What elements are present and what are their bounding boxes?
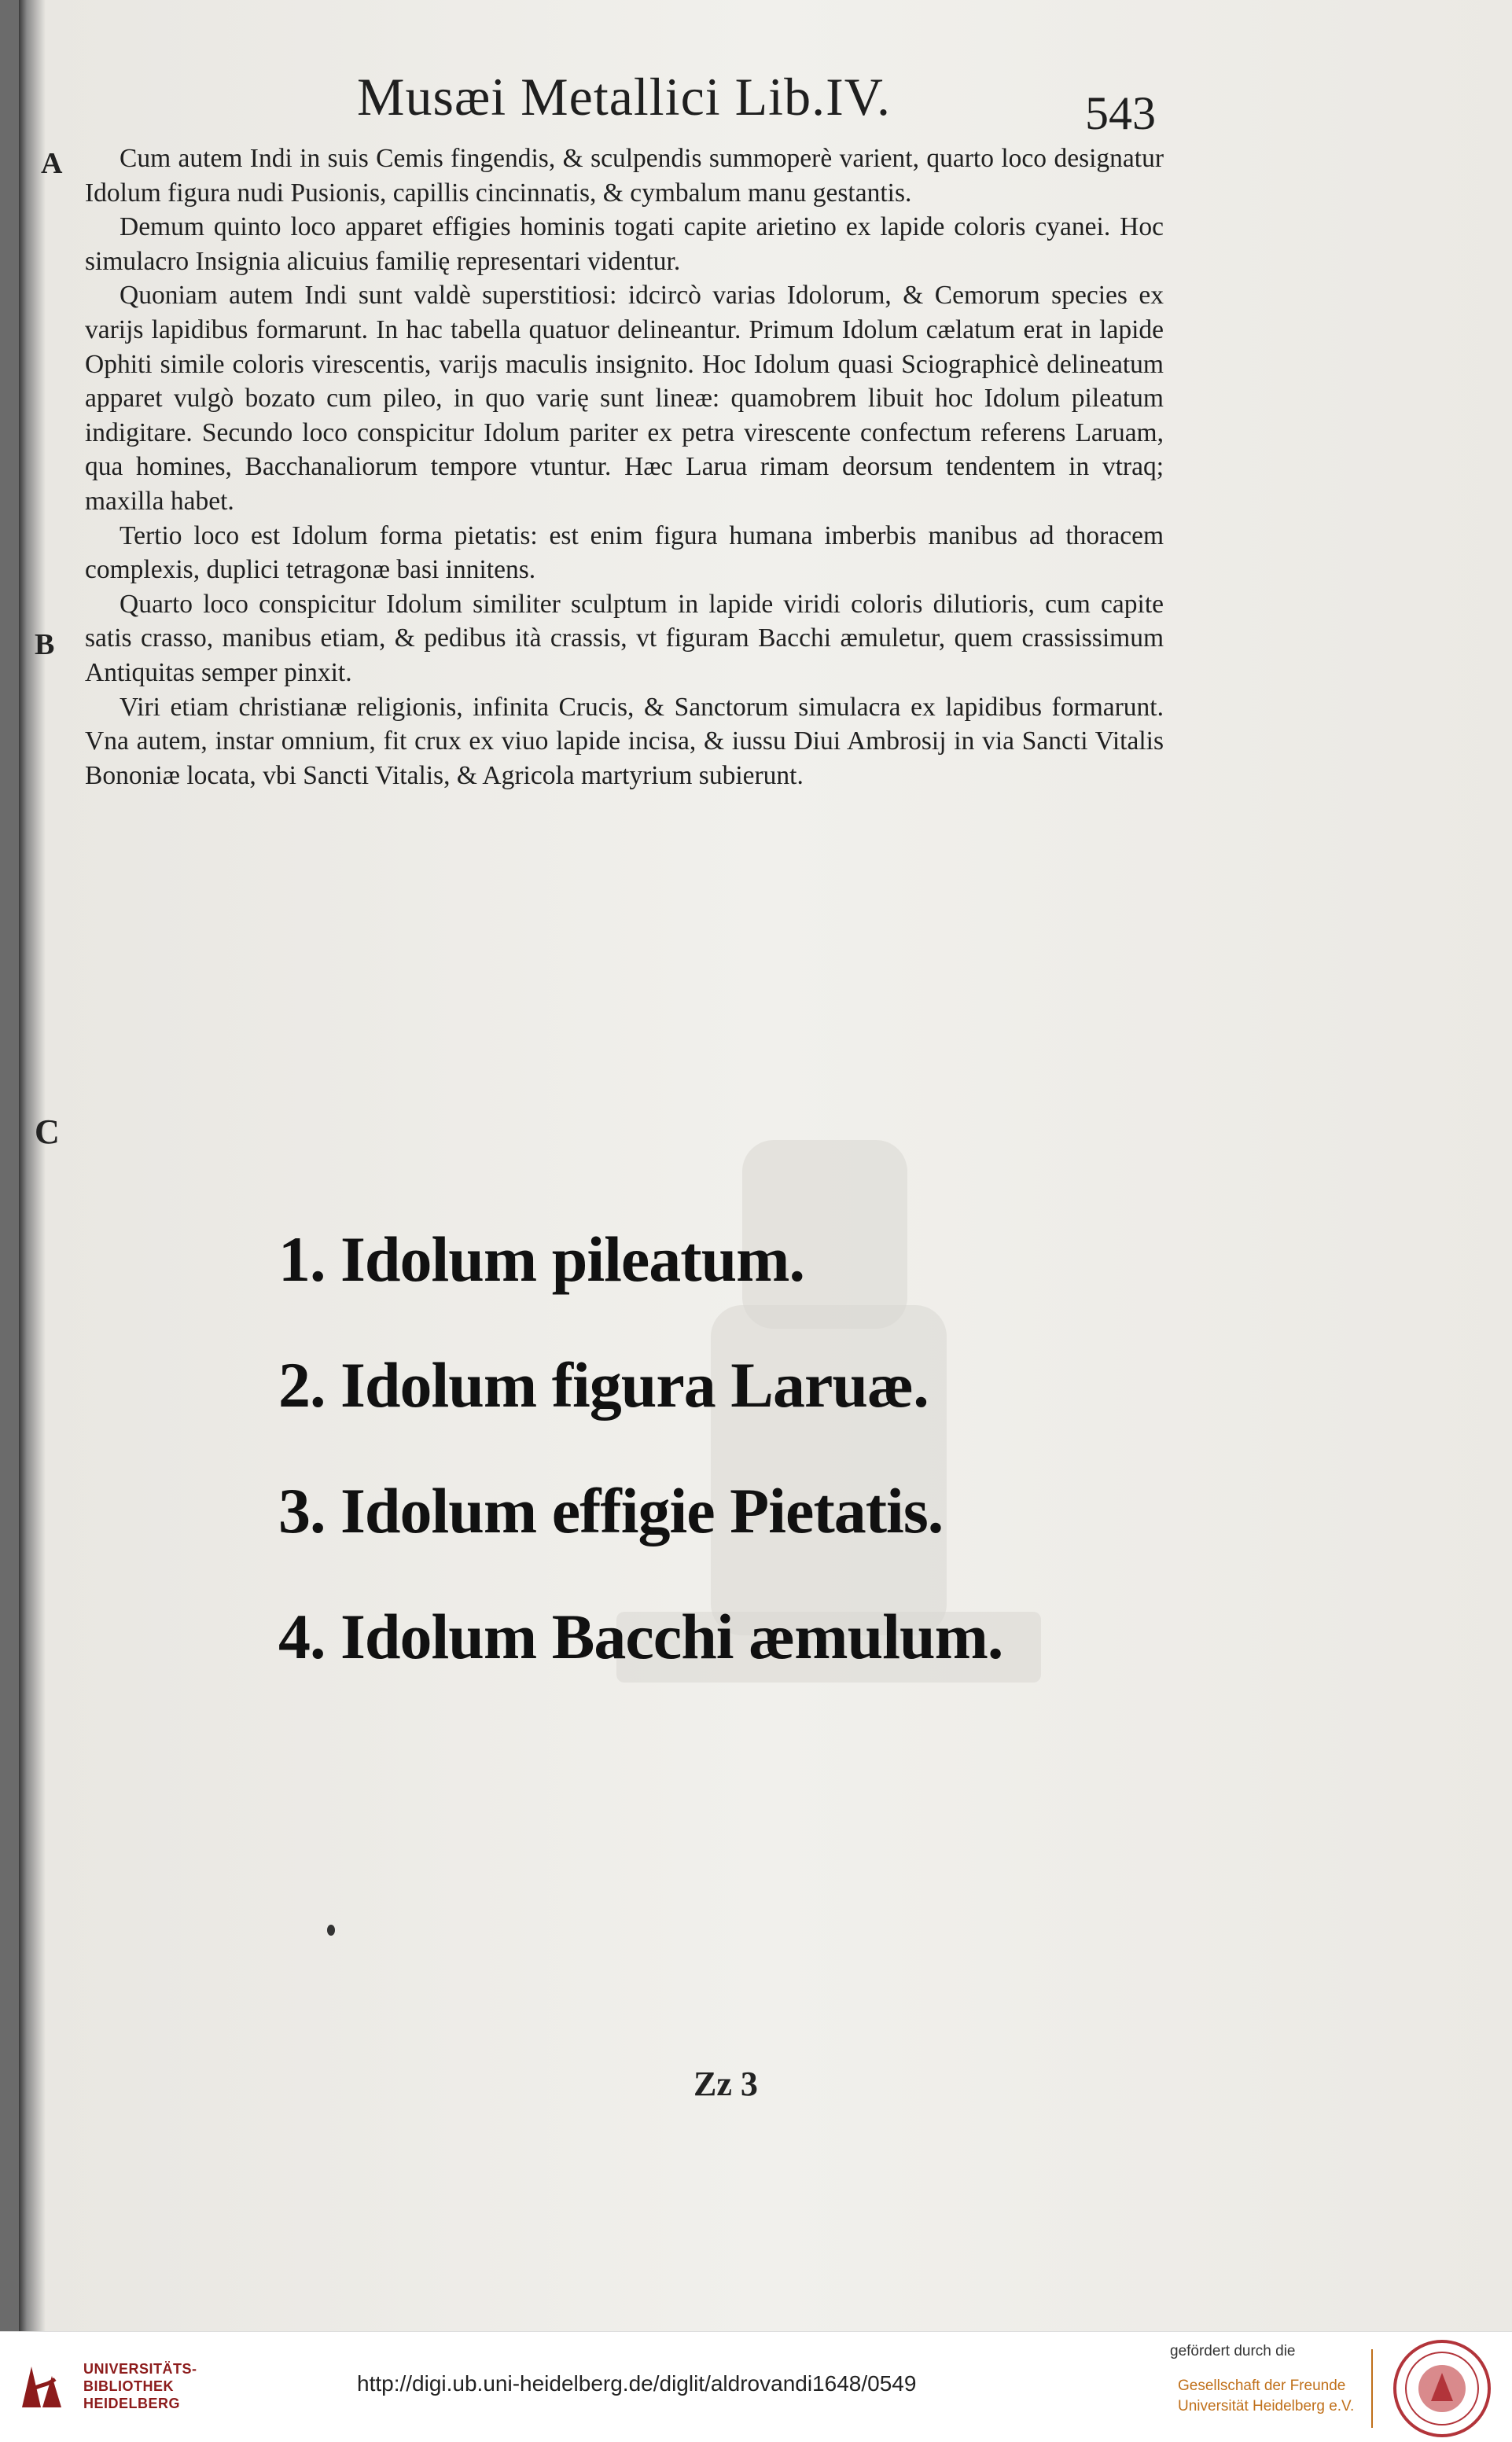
university-seal-icon[interactable] — [1392, 2338, 1492, 2439]
viewer-footer — [0, 2331, 1512, 2442]
sponsor-name — [1178, 2376, 1354, 2417]
paragraph: Quarto loco conspicitur Idolum similiter sculptum in lapide viridi coloris dilutioris, cum capite satis crasso, manibus etiam, & pedibus ità crassis, vt figuram Bacchi æmuletur, quem crassissimum Antiquitas semper pinxit. — [85, 589, 1164, 687]
library-name — [83, 2360, 197, 2412]
paragraph: Quoniam autem Indi sunt valdè superstitiosi: idcircò varias Idolorum, & Cemorum species ex varijs lapidibus formarunt. In hac tabella quatuor delineantur. Primum Idolum cælatum erat in lapide Ophiti simile coloris virescentis, varijs maculis insignito. Hoc Idolum quasi Sciographicè delineatum apparet vulgò bozato cum pileo, in quo varię sunt lineæ: quamobrem libuit hoc Idolum pileatum indigitare. Secundo loco conspicitur Idolum pariter ex petra virescente confectum referens Laruam, qua homines, Bacchanaliorum tempore vtuntur. Hæc Larua rimam deorsum tendentem in vtraq; maxilla habet. — [85, 281, 1164, 516]
figure-captions — [278, 1223, 1002, 1726]
caption-2: 2. Idolum figura Laruæ. — [278, 1349, 929, 1421]
library-name-line: UNIVERSITÄTS- — [83, 2361, 197, 2377]
running-head: Musæi Metallici Lib.IV. — [357, 67, 892, 127]
caption-3: 3. Idolum effigie Pietatis. — [278, 1475, 944, 1546]
sponsor-name-line: Gesellschaft der Freunde — [1178, 2378, 1346, 2394]
margin-letter-c: C — [35, 1113, 60, 1151]
university-library-logo-icon[interactable] — [14, 2352, 69, 2420]
signature-mark: Zz 3 — [693, 2065, 758, 2103]
sponsor-name-line: Universität Heidelberg e.V. — [1178, 2398, 1355, 2414]
caption-4: 4. Idolum Bacchi æmulum. — [278, 1601, 1003, 1672]
caption-1: 1. Idolum pileatum. — [278, 1223, 804, 1295]
margin-letter-a: A — [41, 147, 63, 180]
library-name-line: HEIDELBERG — [83, 2396, 181, 2411]
paragraph: Demum quinto loco apparet effigies hominis togati capite arietino ex lapide coloris cyanei. Hoc simulacro Insignia alicuius familię representari videntur. — [85, 212, 1164, 276]
book-page — [19, 0, 1512, 2331]
paragraph: Cum autem Indi in suis Cemis fingendis, & sculpendis summoperè varient, quarto loco designatur Idolum figura nudi Pusionis, capillis cincinnatis, & cymbalum manu gestantis. — [85, 144, 1164, 208]
funded-by-label: gefördert durch die — [1170, 2343, 1296, 2359]
page-number: 543 — [1085, 87, 1156, 139]
ink-speck — [327, 1925, 335, 1936]
body-text — [85, 142, 1164, 793]
paragraph: Viri etiam christianæ religionis, infinita Crucis, & Sanctorum simulacra ex lapidibus formarunt. Vna autem, instar omnium, fit crux ex viuo lapide incisa, & iussu Diui Ambrosij in via Sancti Vitalis Bononiæ locata, vbi Sancti Vitalis, & Agricola martyrium subierunt. — [85, 692, 1164, 790]
margin-letter-b: B — [35, 628, 55, 661]
paragraph: Tertio loco est Idolum forma pietatis: est enim figura humana imberbis manibus ad thoracem complexis, duplici tetragonæ basi innitens. — [85, 520, 1164, 585]
divider — [1371, 2349, 1373, 2428]
permalink-url[interactable]: http://digi.ub.uni-heidelberg.de/diglit/aldrovandi1648/0549 — [357, 2371, 917, 2396]
library-name-line: BIBLIOTHEK — [83, 2378, 174, 2394]
